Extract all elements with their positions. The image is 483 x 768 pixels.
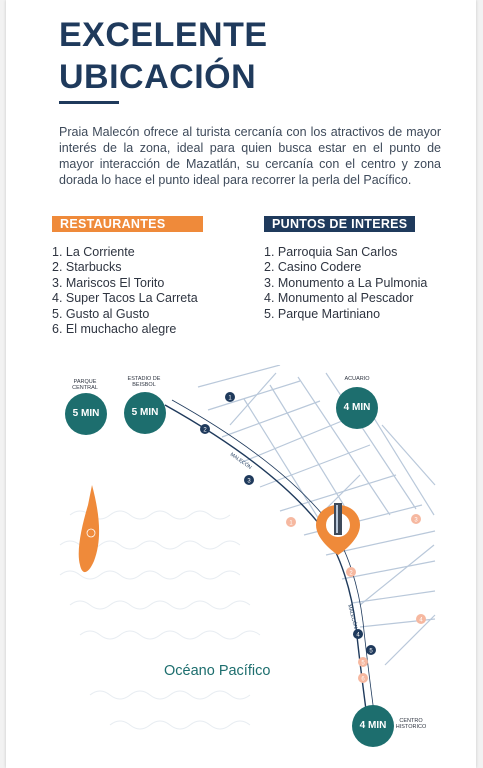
restaurant-marker	[286, 517, 296, 527]
restaurant-item: 2. Starbucks	[52, 260, 122, 275]
points-of-interest-heading: PUNTOS DE INTERES	[264, 216, 415, 232]
restaurant-marker-number: 1	[289, 520, 293, 527]
points-of-interest-list	[264, 245, 427, 322]
poi-item: 5. Parque Martiniano	[264, 306, 381, 321]
restaurant-marker-number: 3	[414, 517, 418, 524]
poi-item: 1. Parroquia San Carlos	[264, 245, 398, 259]
restaurant-item: 6. El muchacho alegre	[52, 322, 177, 337]
badge-label-parque-central: PARQUE CENTRAL	[72, 379, 98, 391]
badge-estadio: 5 MIN	[124, 392, 166, 434]
badge-label-acuario: ACUARIO	[344, 376, 370, 382]
poi-item: 4. Monumento al Pescador	[264, 291, 414, 306]
poi-marker-number: 1	[228, 395, 232, 402]
road-label: MALECÓN	[346, 603, 359, 630]
restaurant-marker	[346, 567, 356, 577]
location-map	[30, 365, 455, 765]
poi-item: 3. Monumento a La Pulmonia	[264, 275, 428, 290]
poi-marker-number: 4	[356, 632, 360, 639]
restaurant-item: 4. Super Tacos La Carreta	[52, 291, 198, 306]
title-underline	[59, 101, 119, 104]
restaurant-item: 5. Gusto al Gusto	[52, 306, 150, 321]
badge-acuario: 4 MIN	[336, 387, 378, 429]
poi-marker-number: 5	[369, 648, 373, 655]
ocean-label: Océano Pacífico	[164, 663, 271, 679]
restaurant-marker-number: 4	[419, 617, 423, 624]
restaurant-item: 1. La Corriente	[52, 245, 135, 259]
restaurants-heading: RESTAURANTES	[52, 216, 203, 232]
badge-parque-central: 5 MIN	[65, 393, 107, 435]
poi-marker-number: 3	[247, 478, 251, 485]
restaurant-item: 3. Mariscos El Torito	[52, 275, 165, 290]
restaurant-marker	[411, 514, 421, 524]
page-edge-right	[476, 0, 483, 768]
road-label: MALECÓN	[228, 451, 253, 471]
title-line-1: EXCELENTE	[59, 16, 268, 54]
badge-label-estadio: ESTADIO DE BEISBOL	[127, 376, 161, 388]
title-line-2: UBICACIÓN	[59, 58, 257, 96]
restaurant-marker-number: 2	[349, 570, 353, 577]
restaurant-marker	[416, 614, 426, 624]
restaurant-marker-number: 5	[361, 660, 365, 667]
poi-marker-number: 2	[203, 427, 207, 434]
badge-label-centro-historico: CENTRO HISTORICO	[395, 718, 427, 730]
restaurant-marker-number: 6	[361, 676, 365, 683]
restaurant-marker	[358, 673, 368, 683]
intro-paragraph: Praia Malecón ofrece al turista cercanía con los atractivos de mayor interés de la zona, ideal para quien busca estar en el punto de mayor interacción de Mazatlán, su cercanía con el centro y zona dorada lo hace el punto ideal para recorrer la perla del Pacífico.	[59, 125, 441, 187]
restaurant-marker	[358, 657, 368, 667]
restaurants-list	[52, 245, 198, 337]
badge-centro-historico: 4 MIN	[352, 705, 394, 747]
poi-item: 2. Casino Codere	[264, 260, 362, 275]
